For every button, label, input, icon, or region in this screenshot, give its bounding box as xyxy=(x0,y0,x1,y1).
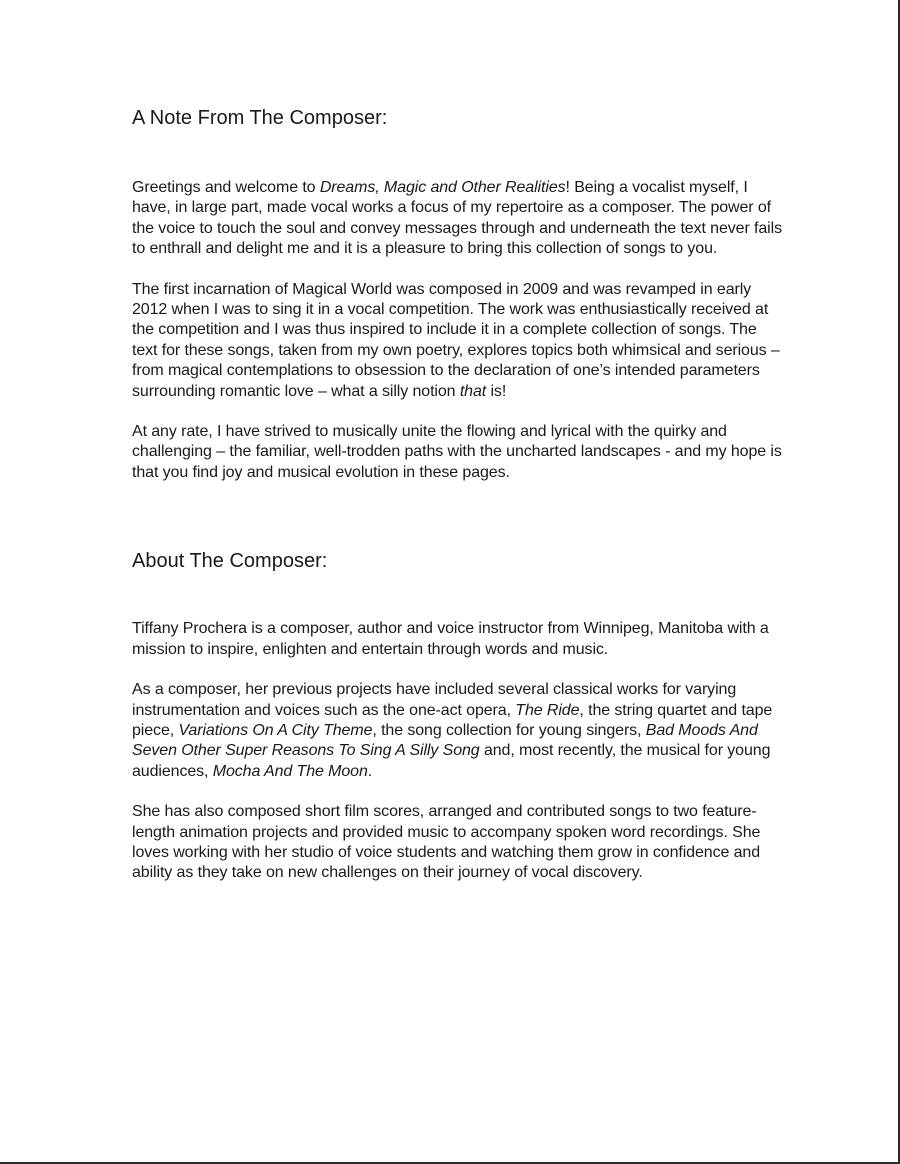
about-p2-text-b: , the string quartet and tape piece, xyxy=(132,701,773,739)
about-p2-text-a: As a composer, her previous projects have included several classical works for varying instrumentation and voices such as the one-act opera, xyxy=(132,681,737,719)
about-p2-text-c: , the song collection for young singers, xyxy=(372,721,646,739)
note-paragraph-3: At any rate, I have strived to musically unite the flowing and lyrical with the quirky and challenging – the familiar, well-trodden paths with the uncharted landscapes - and my hope is that you find joy and musical evolution in these pages. xyxy=(132,423,782,481)
note-p2-text-b: is! xyxy=(486,382,507,400)
about-composer-heading: About The Composer: xyxy=(132,550,328,573)
composer-note-section xyxy=(132,104,782,483)
note-p1-text-b: ! Being a vocalist myself, I have, in large part, made vocal works a focus of my repertoire as a composer. The power of the voice to touch the soul and convey messages through and underneath the text never fails to enthrall and delight me and it is a pleasure to bring this collection of songs to you. xyxy=(132,179,782,258)
note-paragraph-1 xyxy=(132,178,782,260)
work-title-mocha: Mocha And The Moon xyxy=(212,762,368,780)
note-paragraph-2 xyxy=(132,280,782,402)
note-p1-text-a: Greetings and welcome to xyxy=(132,179,320,196)
about-paragraph-1: Tiffany Prochera is a composer, author and voice instructor from Winnipeg, Manitoba with a mission to inspire, enlighten and entertain through words and music. xyxy=(132,620,769,658)
about-paragraph-2 xyxy=(132,680,782,782)
collection-title: Dreams, Magic and Other Realities xyxy=(319,179,566,196)
note-p2-text-a: The first incarnation of Magical World was composed in 2009 and was revamped in early 2012 when I was to sing it in a vocal competition. The work was enthusiastically received at the competition and I was thus inspired to include it in a complete collection of songs. The text for these songs, taken from my own poetry, explores topics both whimsical and serious – from magical contemplations to obsession to the declaration of one’s intended parameters surrounding romantic love – what a silly notion xyxy=(132,280,780,400)
work-title-variations: Variations On A City Theme xyxy=(178,721,373,739)
note-p2-emphasis: that xyxy=(459,382,487,400)
page-content xyxy=(132,104,782,904)
work-title-bad-moods: Bad Moods And Seven Other Super Reasons To Sing A Silly Song xyxy=(132,721,758,760)
work-title-the-ride: The Ride xyxy=(515,701,580,719)
about-paragraph-3: She has also composed short film scores, arranged and contributed songs to two feature-length animation projects and provided music to accompany spoken word recordings. She loves working with her studio of voice students and watching them grow in confidence and ability as they take on new challenges on their journey of vocal discovery. xyxy=(132,803,761,882)
composer-note-heading: A Note From The Composer: xyxy=(132,107,388,129)
about-composer-section xyxy=(132,547,782,883)
about-p2-text-d: and, most recently, the musical for young audiences, xyxy=(132,742,771,780)
about-p2-text-e: . xyxy=(367,762,373,780)
